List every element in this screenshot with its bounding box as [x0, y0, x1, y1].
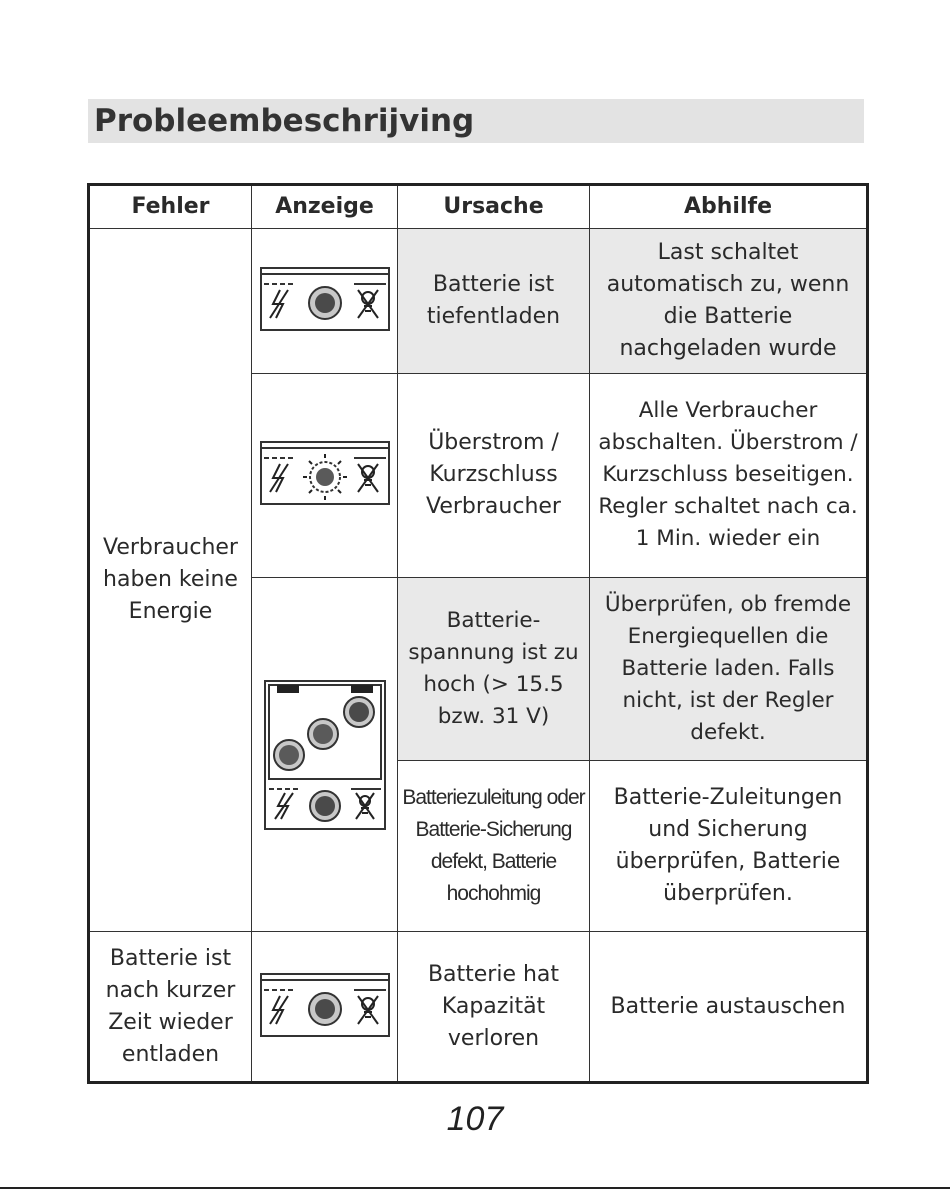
page-number: 107 — [446, 1100, 504, 1138]
indicator-cell — [252, 373, 398, 578]
controller-display-lamp-off-icon — [258, 972, 392, 1042]
cause-text: Batterie hat Kapazität verloren — [427, 961, 560, 1051]
fault-text: Batterie ist nach kurzer Zeit wieder entladen — [105, 945, 236, 1067]
cause-text: Batteriezuleitung oder Batterie-Sicherung defekt, Batterie hochohmig — [402, 786, 585, 906]
remedy-text: Batterie-Zuleitungen und Sicherung überprüfen, Batterie überprüfen. — [613, 785, 843, 907]
indicator-cell — [252, 578, 398, 932]
cause-text: Batterie ist tiefentladen — [426, 271, 561, 329]
indicator-cell — [252, 229, 398, 373]
table-header-row — [89, 185, 868, 229]
controller-full-panel-icon — [263, 679, 387, 831]
controller-display-lamp-flashing-icon — [258, 440, 392, 510]
cause-text: Überstrom / Kurzschluss Verbraucher — [426, 430, 561, 520]
fault-cell — [89, 229, 252, 932]
cause-cell — [398, 760, 590, 932]
controller-display-lamp-off-icon — [258, 266, 392, 336]
table-row — [89, 229, 868, 373]
remedy-cell — [590, 578, 868, 761]
remedy-cell — [590, 229, 868, 373]
indicator-cell — [252, 932, 398, 1083]
header-cause: Ursache — [398, 185, 590, 229]
cause-cell — [398, 932, 590, 1083]
remedy-text: Überprüfen, ob fremde Energiequellen die Batterie laden. Falls nicht, ist der Regler defekt. — [604, 592, 852, 746]
remedy-cell — [590, 373, 868, 578]
table-row — [89, 932, 868, 1083]
cause-text: Batterie-spannung ist zu hoch (> 15.5 bzw. 31 V) — [408, 608, 579, 730]
cause-cell — [398, 578, 590, 761]
remedy-text: Batterie austauschen — [610, 993, 846, 1019]
remedy-text: Alle Verbraucher abschalten. Überstrom / Kurzschluss beseitigen. Regler schaltet nach ca. 1 Min. wieder ein — [598, 398, 858, 552]
remedy-cell — [590, 932, 868, 1083]
section-heading: Probleembeschrijving — [88, 99, 864, 143]
troubleshooting-table — [87, 183, 869, 1084]
header-fault: Fehler — [89, 185, 252, 229]
cause-cell — [398, 229, 590, 373]
header-indicator: Anzeige — [252, 185, 398, 229]
remedy-text: Last schaltet automatisch zu, wenn die Batterie nachgeladen wurde — [606, 239, 850, 361]
cause-cell — [398, 373, 590, 578]
fault-cell — [89, 932, 252, 1083]
fault-text: Verbraucher haben keine Energie — [103, 535, 238, 625]
remedy-cell — [590, 760, 868, 932]
header-remedy: Abhilfe — [590, 185, 868, 229]
